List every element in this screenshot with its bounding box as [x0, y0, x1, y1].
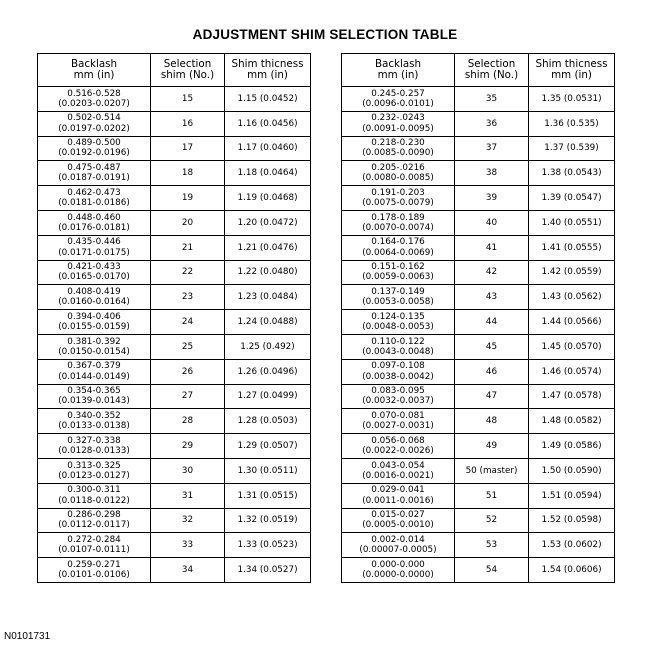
- table-row: [342, 310, 615, 335]
- shim-thickness-cell: 1.46 (0.0574): [529, 359, 615, 384]
- shim-thickness-cell: 1.50 (0.0590): [529, 458, 615, 483]
- shim-thickness-cell: 1.36 (0.535): [529, 111, 615, 136]
- shim-thickness-cell: 1.52 (0.0598): [529, 508, 615, 533]
- backlash-in: (0.0197-0.0202): [58, 123, 130, 134]
- table-row: [38, 558, 311, 583]
- header-selection-line1: Selection: [163, 57, 212, 70]
- shim-thickness-cell: 1.16 (0.0456): [225, 111, 311, 136]
- backlash-cell: [342, 434, 455, 459]
- backlash-in: (0.0011-0.0016): [362, 495, 434, 506]
- table-row: [342, 434, 615, 459]
- table-row: [38, 359, 311, 384]
- shim-thickness-cell: 1.15 (0.0452): [225, 87, 311, 112]
- backlash-mm: 0.408-0.419: [67, 287, 121, 298]
- header-backlash-line1: Backlash: [70, 57, 118, 70]
- backlash-mm: 0.286-0.298: [67, 510, 121, 521]
- table-row: [38, 508, 311, 533]
- backlash-mm: 0.218-0.230: [371, 138, 425, 149]
- shim-number-cell: 44: [455, 310, 529, 335]
- header-row: [342, 54, 615, 87]
- backlash-cell: [38, 359, 151, 384]
- shim-thickness-cell: 1.38 (0.0543): [529, 161, 615, 186]
- table-row: [38, 533, 311, 558]
- shim-number-cell: 36: [455, 111, 529, 136]
- backlash-in: (0.0027-0.0031): [362, 421, 434, 432]
- backlash-in: (0.00007-0.0005): [359, 545, 437, 556]
- table-row: [38, 310, 311, 335]
- shim-thickness-cell: 1.20 (0.0472): [225, 210, 311, 235]
- shim-thickness-cell: 1.33 (0.0523): [225, 533, 311, 558]
- shim-number-cell: 54: [455, 558, 529, 583]
- backlash-mm: 0.191-0.203: [371, 187, 425, 198]
- shim-thickness-cell: 1.19 (0.0468): [225, 186, 311, 211]
- table-row: [38, 384, 311, 409]
- shim-thickness-cell: 1.43 (0.0562): [529, 285, 615, 310]
- backlash-mm: 0.259-0.271: [67, 559, 121, 570]
- backlash-in: (0.0203-0.0207): [58, 98, 130, 109]
- shim-number-cell: 48: [455, 409, 529, 434]
- backlash-in: (0.0022-0.0026): [362, 446, 434, 457]
- backlash-in: (0.0118-0.0122): [58, 495, 130, 506]
- backlash-mm: 0.029-0.041: [371, 485, 425, 496]
- shim-number-cell: 47: [455, 384, 529, 409]
- table-row: [38, 210, 311, 235]
- backlash-mm: 0.475-0.487: [67, 163, 121, 174]
- table-row: [342, 136, 615, 161]
- backlash-mm: 0.435-0.446: [67, 237, 121, 248]
- backlash-in: (0.0192-0.0196): [58, 148, 130, 159]
- backlash-cell: [342, 334, 455, 359]
- backlash-cell: [342, 136, 455, 161]
- backlash-cell: [38, 235, 151, 260]
- backlash-mm: 0.394-0.406: [67, 311, 121, 322]
- backlash-in: (0.0155-0.0159): [58, 322, 130, 333]
- backlash-in: (0.0107-0.0111): [58, 545, 130, 556]
- shim-thickness-cell: 1.51 (0.0594): [529, 483, 615, 508]
- backlash-cell: [38, 508, 151, 533]
- table-row: [342, 533, 615, 558]
- backlash-cell: [342, 409, 455, 434]
- backlash-in: (0.0016-0.0021): [362, 470, 434, 481]
- backlash-mm: 0.327-0.338: [67, 435, 121, 446]
- shim-thickness-cell: 1.28 (0.0503): [225, 409, 311, 434]
- shim-number-cell: 24: [151, 310, 225, 335]
- figure-id: N0101731: [4, 631, 51, 642]
- shim-thickness-cell: 1.32 (0.0519): [225, 508, 311, 533]
- header-selection-line2: shim (No.): [464, 69, 519, 81]
- shim-number-cell: 40: [455, 210, 529, 235]
- backlash-cell: [342, 558, 455, 583]
- shim-number-cell: 31: [151, 483, 225, 508]
- table-row: [342, 186, 615, 211]
- shim-number-cell: 23: [151, 285, 225, 310]
- page-title: ADJUSTMENT SHIM SELECTION TABLE: [192, 27, 458, 42]
- table-row: [38, 260, 311, 285]
- shim-number-cell: 20: [151, 210, 225, 235]
- backlash-mm: 0.205-.0216: [371, 163, 425, 174]
- backlash-cell: [38, 334, 151, 359]
- backlash-in: (0.0165-0.0170): [58, 272, 130, 283]
- shim-thickness-cell: 1.37 (0.539): [529, 136, 615, 161]
- backlash-mm: 0.313-0.325: [67, 460, 121, 471]
- table-row: [38, 285, 311, 310]
- backlash-mm: 0.000-0.000: [371, 559, 425, 570]
- header-backlash: [38, 54, 151, 87]
- shim-number-cell: 29: [151, 434, 225, 459]
- backlash-cell: [38, 483, 151, 508]
- shim-thickness-cell: 1.18 (0.0464): [225, 161, 311, 186]
- backlash-in: (0.0032-0.0037): [362, 396, 434, 407]
- shim-number-cell: 34: [151, 558, 225, 583]
- backlash-in: (0.0176-0.0181): [58, 222, 130, 233]
- table-row: [38, 186, 311, 211]
- shim-thickness-cell: 1.24 (0.0488): [225, 310, 311, 335]
- shim-number-cell: 46: [455, 359, 529, 384]
- backlash-cell: [38, 186, 151, 211]
- backlash-cell: [342, 210, 455, 235]
- backlash-cell: [342, 310, 455, 335]
- backlash-cell: [342, 508, 455, 533]
- backlash-mm: 0.448-0.460: [67, 212, 121, 223]
- shim-number-cell: 32: [151, 508, 225, 533]
- shim-number-cell: 33: [151, 533, 225, 558]
- backlash-cell: [38, 161, 151, 186]
- table-row: [38, 483, 311, 508]
- shim-thickness-cell: 1.41 (0.0555): [529, 235, 615, 260]
- shim-number-cell: 26: [151, 359, 225, 384]
- shim-thickness-cell: 1.49 (0.0586): [529, 434, 615, 459]
- backlash-in: (0.0101-0.0106): [58, 570, 130, 581]
- table-row: [342, 483, 615, 508]
- shim-thickness-cell: 1.26 (0.0496): [225, 359, 311, 384]
- header-backlash-line2: mm (in): [377, 69, 419, 81]
- backlash-in: (0.0139-0.0143): [58, 396, 130, 407]
- shim-thickness-cell: 1.34 (0.0527): [225, 558, 311, 583]
- shim-number-cell: 51: [455, 483, 529, 508]
- backlash-cell: [342, 235, 455, 260]
- backlash-in: (0.0123-0.0127): [58, 470, 130, 481]
- shim-number-cell: 50 (master): [455, 458, 529, 483]
- backlash-mm: 0.245-0.257: [371, 88, 425, 99]
- shim-number-cell: 22: [151, 260, 225, 285]
- header-row: [38, 54, 311, 87]
- table-body: [342, 87, 615, 583]
- backlash-in: (0.0150-0.0154): [58, 346, 130, 357]
- backlash-cell: [38, 136, 151, 161]
- table-row: [342, 111, 615, 136]
- backlash-cell: [342, 111, 455, 136]
- shim-number-cell: 25: [151, 334, 225, 359]
- shim-thickness-cell: 1.48 (0.0582): [529, 409, 615, 434]
- header-selection: [455, 54, 529, 87]
- backlash-cell: [342, 260, 455, 285]
- shim-thickness-cell: 1.27 (0.0499): [225, 384, 311, 409]
- shim-number-cell: 27: [151, 384, 225, 409]
- shim-thickness-cell: 1.17 (0.0460): [225, 136, 311, 161]
- backlash-mm: 0.381-0.392: [67, 336, 121, 347]
- table-row: [38, 161, 311, 186]
- backlash-in: (0.0000-0.0000): [362, 570, 434, 581]
- shim-number-cell: 38: [455, 161, 529, 186]
- backlash-mm: 0.137-0.149: [371, 287, 425, 298]
- backlash-cell: [342, 384, 455, 409]
- backlash-in: (0.0144-0.0149): [58, 371, 130, 382]
- shim-thickness-cell: 1.30 (0.0511): [225, 458, 311, 483]
- table-row: [38, 111, 311, 136]
- backlash-in: (0.0181-0.0186): [58, 198, 130, 209]
- shim-thickness-cell: 1.29 (0.0507): [225, 434, 311, 459]
- shim-number-cell: 17: [151, 136, 225, 161]
- backlash-cell: [342, 359, 455, 384]
- table-row: [38, 136, 311, 161]
- backlash-mm: 0.002-0.014: [371, 535, 425, 546]
- shim-table-right: [341, 53, 615, 583]
- backlash-in: (0.0171-0.0175): [58, 247, 130, 258]
- table-row: [38, 458, 311, 483]
- table-row: [38, 409, 311, 434]
- backlash-mm: 0.421-0.433: [67, 262, 121, 273]
- backlash-in: (0.0075-0.0079): [362, 198, 434, 209]
- shim-number-cell: 42: [455, 260, 529, 285]
- table-row: [38, 334, 311, 359]
- backlash-mm: 0.083-0.095: [371, 386, 425, 397]
- shim-number-cell: 30: [151, 458, 225, 483]
- shim-thickness-cell: 1.22 (0.0480): [225, 260, 311, 285]
- backlash-mm: 0.056-0.068: [371, 435, 425, 446]
- backlash-cell: [38, 458, 151, 483]
- header-thickness-line1: Shim thicness: [231, 57, 304, 70]
- backlash-in: (0.0038-0.0042): [362, 371, 434, 382]
- shim-number-cell: 39: [455, 186, 529, 211]
- backlash-mm: 0.462-0.473: [67, 187, 121, 198]
- shim-thickness-cell: 1.25 (0.492): [225, 334, 311, 359]
- header-thickness-line2: mm (in): [551, 69, 592, 81]
- backlash-cell: [38, 210, 151, 235]
- table-row: [342, 285, 615, 310]
- table-row: [38, 434, 311, 459]
- header-thickness: [529, 54, 615, 87]
- table-header: [38, 54, 311, 87]
- backlash-mm: 0.340-0.352: [67, 411, 121, 422]
- table-row: [342, 558, 615, 583]
- backlash-mm: 0.110-0.122: [371, 336, 425, 347]
- shim-thickness-cell: 1.42 (0.0559): [529, 260, 615, 285]
- table-row: [342, 409, 615, 434]
- backlash-cell: [342, 87, 455, 112]
- backlash-mm: 0.151-0.162: [371, 262, 425, 273]
- shim-number-cell: 18: [151, 161, 225, 186]
- shim-thickness-cell: 1.53 (0.0602): [529, 533, 615, 558]
- shim-thickness-cell: 1.23 (0.0484): [225, 285, 311, 310]
- shim-thickness-cell: 1.39 (0.0547): [529, 186, 615, 211]
- backlash-mm: 0.272-0.284: [67, 535, 121, 546]
- shim-thickness-cell: 1.40 (0.0551): [529, 210, 615, 235]
- shim-thickness-cell: 1.47 (0.0578): [529, 384, 615, 409]
- backlash-mm: 0.516-0.528: [67, 88, 121, 99]
- backlash-in: (0.0059-0.0063): [362, 272, 434, 283]
- backlash-cell: [38, 409, 151, 434]
- table-row: [342, 260, 615, 285]
- backlash-cell: [342, 533, 455, 558]
- table-row: [342, 161, 615, 186]
- table-row: [342, 334, 615, 359]
- backlash-cell: [342, 458, 455, 483]
- backlash-cell: [38, 87, 151, 112]
- table-row: [342, 359, 615, 384]
- header-selection-line1: Selection: [467, 57, 516, 70]
- header-backlash-line2: mm (in): [73, 69, 115, 81]
- backlash-cell: [342, 186, 455, 211]
- shim-number-cell: 43: [455, 285, 529, 310]
- shim-number-cell: 45: [455, 334, 529, 359]
- backlash-mm: 0.124-0.135: [371, 311, 425, 322]
- table-row: [38, 235, 311, 260]
- header-backlash: [342, 54, 455, 87]
- table-row: [38, 87, 311, 112]
- header-thickness: [225, 54, 311, 87]
- table-row: [342, 508, 615, 533]
- backlash-mm: 0.097-0.108: [371, 361, 425, 372]
- backlash-cell: [342, 285, 455, 310]
- table-row: [342, 210, 615, 235]
- backlash-in: (0.0005-0.0010): [362, 520, 434, 531]
- backlash-in: (0.0085-0.0090): [362, 148, 434, 159]
- table-row: [342, 384, 615, 409]
- shim-number-cell: 19: [151, 186, 225, 211]
- backlash-cell: [38, 384, 151, 409]
- backlash-mm: 0.300-0.311: [67, 485, 121, 496]
- shim-thickness-cell: 1.44 (0.0566): [529, 310, 615, 335]
- backlash-in: (0.0096-0.0101): [362, 98, 434, 109]
- table-header: [342, 54, 615, 87]
- backlash-mm: 0.367-0.379: [67, 361, 121, 372]
- shim-number-cell: 53: [455, 533, 529, 558]
- table-row: [342, 458, 615, 483]
- backlash-in: (0.0048-0.0053): [362, 322, 434, 333]
- shim-number-cell: 15: [151, 87, 225, 112]
- header-selection-line2: shim (No.): [160, 69, 215, 81]
- backlash-in: (0.0160-0.0164): [58, 297, 130, 308]
- table-body: [38, 87, 311, 583]
- shim-number-cell: 52: [455, 508, 529, 533]
- table-row: [342, 87, 615, 112]
- backlash-cell: [38, 285, 151, 310]
- shim-number-cell: 41: [455, 235, 529, 260]
- header-backlash-line1: Backlash: [374, 57, 422, 70]
- backlash-cell: [38, 558, 151, 583]
- shim-thickness-cell: 1.31 (0.0515): [225, 483, 311, 508]
- shim-thickness-cell: 1.54 (0.0606): [529, 558, 615, 583]
- backlash-in: (0.0112-0.0117): [58, 520, 130, 531]
- backlash-mm: 0.164-0.176: [371, 237, 425, 248]
- backlash-in: (0.0053-0.0058): [362, 297, 434, 308]
- table-row: [342, 235, 615, 260]
- shim-number-cell: 28: [151, 409, 225, 434]
- backlash-cell: [38, 434, 151, 459]
- header-thickness-line1: Shim thicness: [535, 57, 608, 70]
- backlash-cell: [38, 260, 151, 285]
- backlash-mm: 0.070-0.081: [371, 411, 425, 422]
- backlash-mm: 0.015-0.027: [371, 510, 425, 521]
- shim-number-cell: 35: [455, 87, 529, 112]
- backlash-in: (0.0091-0.0095): [362, 123, 434, 134]
- backlash-in: (0.0187-0.0191): [58, 173, 130, 184]
- shim-thickness-cell: 1.21 (0.0476): [225, 235, 311, 260]
- shim-number-cell: 37: [455, 136, 529, 161]
- backlash-in: (0.0064-0.0069): [362, 247, 434, 258]
- backlash-cell: [38, 310, 151, 335]
- shim-thickness-cell: 1.35 (0.0531): [529, 87, 615, 112]
- backlash-mm: 0.489-0.500: [67, 138, 121, 149]
- backlash-mm: 0.043-0.054: [371, 460, 425, 471]
- backlash-in: (0.0133-0.0138): [58, 421, 130, 432]
- backlash-cell: [342, 161, 455, 186]
- backlash-cell: [342, 483, 455, 508]
- shim-thickness-cell: 1.45 (0.0570): [529, 334, 615, 359]
- shim-number-cell: 16: [151, 111, 225, 136]
- backlash-in: (0.0043-0.0048): [362, 346, 434, 357]
- header-thickness-line2: mm (in): [247, 69, 288, 81]
- backlash-in: (0.0080-0.0085): [362, 173, 434, 184]
- shim-number-cell: 21: [151, 235, 225, 260]
- backlash-cell: [38, 111, 151, 136]
- header-selection: [151, 54, 225, 87]
- shim-table-left: [37, 53, 311, 583]
- backlash-cell: [38, 533, 151, 558]
- backlash-mm: 0.502-0.514: [67, 113, 121, 124]
- shim-number-cell: 49: [455, 434, 529, 459]
- backlash-mm: 0.232-.0243: [371, 113, 425, 124]
- backlash-in: (0.0128-0.0133): [58, 446, 130, 457]
- backlash-mm: 0.354-0.365: [67, 386, 121, 397]
- backlash-mm: 0.178-0.189: [371, 212, 425, 223]
- backlash-in: (0.0070-0.0074): [362, 222, 434, 233]
